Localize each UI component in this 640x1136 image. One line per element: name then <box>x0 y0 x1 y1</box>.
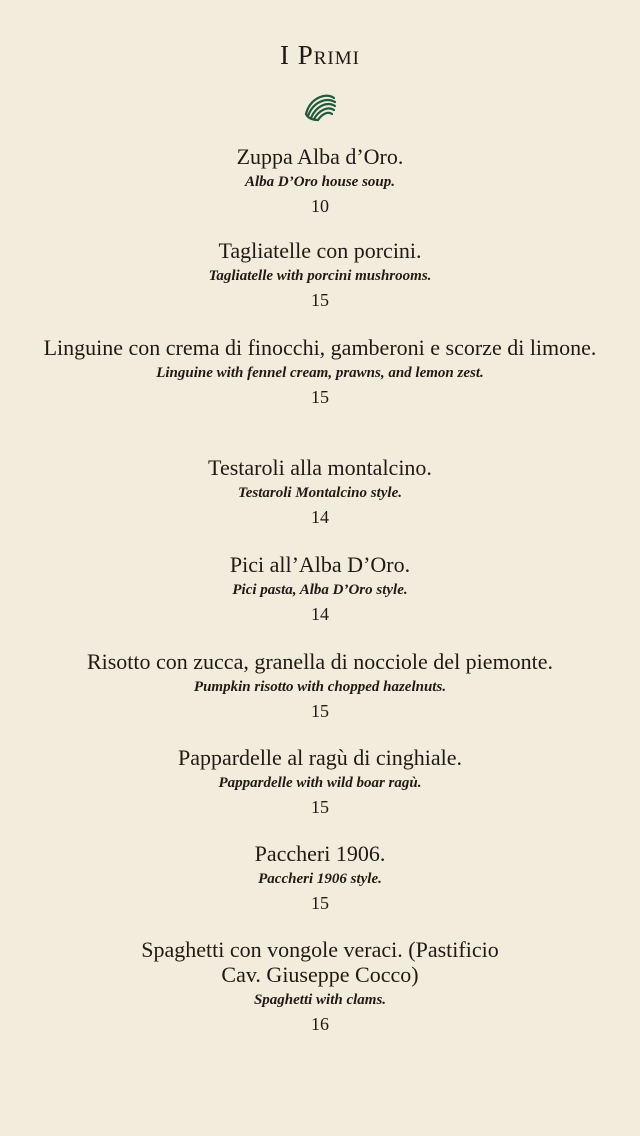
item-description: Testaroli Montalcino style. <box>237 485 403 501</box>
item-name: Testaroli alla montalcino. <box>208 455 432 480</box>
menu-item <box>40 144 600 218</box>
menu-item <box>40 841 600 915</box>
item-name: Pappardelle al ragù di cinghiale. <box>177 745 463 770</box>
shell-swirl-icon <box>302 88 338 124</box>
menu-item <box>140 937 500 1036</box>
section-title: I Primi <box>280 40 360 70</box>
item-name: Linguine con crema di finocchi, gamberoni e scorze di limone. <box>43 335 597 360</box>
item-description: Spaghetti with clams. <box>253 992 387 1008</box>
item-price: 15 <box>311 290 329 310</box>
item-price: 15 <box>311 797 329 817</box>
menu-item <box>40 455 600 529</box>
item-price: 15 <box>311 893 329 913</box>
item-description: Paccheri 1906 style. <box>258 871 382 887</box>
item-description: Pumpkin risotto with chopped hazelnuts. <box>193 679 447 695</box>
item-price: 14 <box>311 604 329 624</box>
menu-item <box>40 238 600 312</box>
item-description: Alba D’Oro house soup. <box>244 174 396 190</box>
menu-item <box>40 552 600 626</box>
menu-item <box>40 745 600 819</box>
item-price: 15 <box>311 387 329 407</box>
item-name: Risotto con zucca, granella di nocciole del piemonte. <box>86 649 554 674</box>
item-description: Pappardelle with wild boar ragù. <box>218 775 422 791</box>
item-description: Tagliatelle with porcini mushrooms. <box>208 268 432 284</box>
item-price: 15 <box>311 701 329 721</box>
item-name: Spaghetti con vongole veraci. (Pastificio Cav. Giuseppe Cocco) <box>141 937 499 987</box>
item-price: 16 <box>311 1014 329 1034</box>
item-name: Zuppa Alba d’Oro. <box>236 144 404 169</box>
menu-item <box>40 335 600 409</box>
item-price: 10 <box>311 196 329 216</box>
item-description: Linguine with fennel cream, prawns, and lemon zest. <box>156 365 484 381</box>
item-name: Tagliatelle con porcini. <box>218 238 422 263</box>
item-name: Pici all’Alba D’Oro. <box>229 552 411 577</box>
item-description: Pici pasta, Alba D’Oro style. <box>232 582 408 598</box>
item-price: 14 <box>311 507 329 527</box>
item-name: Paccheri 1906. <box>254 841 386 866</box>
menu-item <box>40 649 600 723</box>
